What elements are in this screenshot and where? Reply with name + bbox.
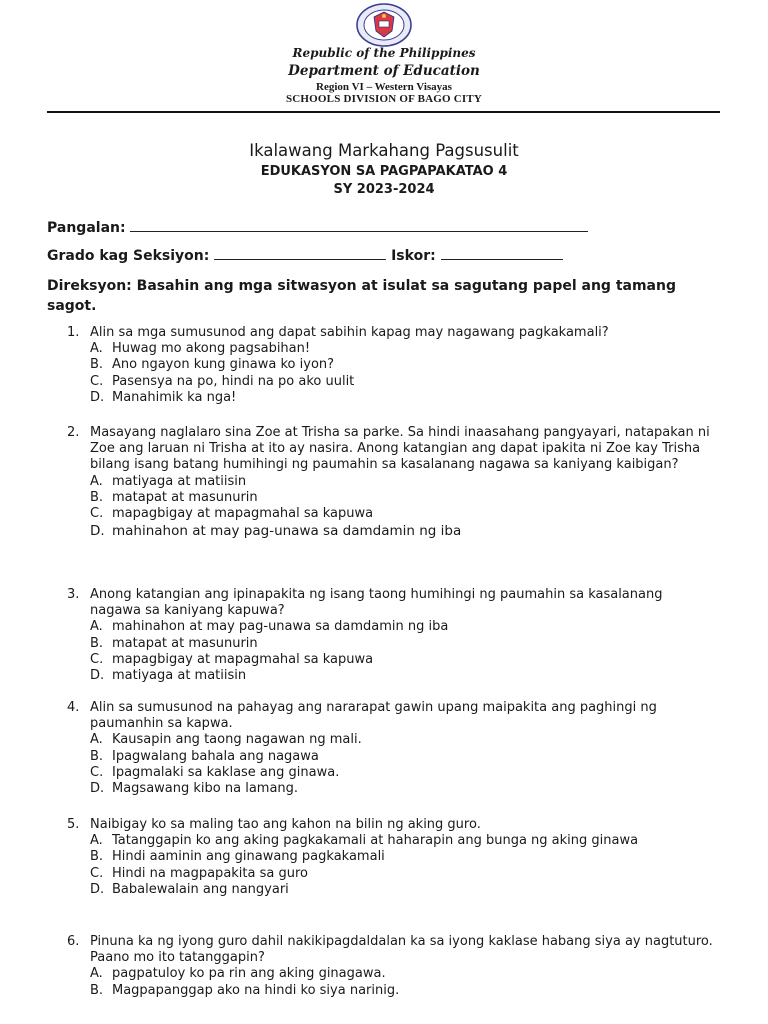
option-letter: B. [90,982,104,998]
option-text: Magsawang kibo na lamang. [112,781,299,797]
question-stem [67,817,717,833]
department-heading: Department of Education [288,63,480,79]
option-letter: C. [90,865,104,881]
option-text: matiyaga at matiisin [112,473,247,489]
option-letter: D. [90,523,105,540]
option-d [67,882,717,898]
option-letter: A. [90,966,103,982]
grade-section-label: Grado kag Seksiyon: [47,248,210,264]
option-c [67,765,717,781]
name-label: Pangalan: [47,220,126,236]
option-d [67,523,717,540]
option-a [67,966,717,982]
option-letter: D. [90,389,105,405]
header-divider [47,111,720,113]
division-heading: SCHOOLS DIVISION OF BAGO CITY [285,93,483,105]
option-letter: C. [90,506,104,522]
name-field [47,219,588,236]
option-a [67,833,672,849]
option-letter: B. [90,849,104,865]
option-text: Pasensya na po, hindi na po ako uulit [112,373,355,389]
option-text: Ano ngayon kung ginawa ko iyon? [112,357,335,373]
option-text: mahinahon at may pag-unawa sa damdamin ng iba [112,523,462,540]
option-text: matiyaga at matiisin [112,668,247,684]
question-text: Pinuna ka ng iyong guro dahil nakikipagdaldalan ka sa iyong kaklase habang siya ay nagtuturo. Paano mo ito tatanggapin? [90,934,713,966]
option-b [67,490,717,506]
republic-heading: Republic of the Philippines [292,46,476,60]
option-c [67,866,717,882]
question-stem [67,425,717,474]
option-letter: A. [90,341,103,357]
option-letter: A. [90,619,103,635]
name-blank[interactable] [130,219,588,232]
question-text: Masayang naglalaro sina Zoe at Trisha sa parke. Sa hindi inaasahang pangyayari, natapakan ni Zoe ang laruan ni Trisha at ito ay nasira. Anong katangian ang dapat ipakita ni Zoe kay Trisha bilang isang batang humihingi ng paumahin sa kasalanang nagawa sa kaniyang kaibigan? [90,425,710,473]
question-5 [67,817,717,898]
grade-section-field [47,247,563,264]
option-d [67,668,717,684]
score-label: Iskor: [391,248,436,264]
question-stem [67,587,717,619]
option-text: mapagbigay at mapagmahal sa kapuwa [112,506,374,522]
grade-section-blank[interactable] [214,247,386,260]
option-text: pagpatuloy ko pa rin ang aking ginagawa. [112,966,386,982]
option-a [67,341,717,357]
question-number: 1. [67,325,80,340]
deped-seal-icon [355,3,413,47]
option-letter: B. [90,748,104,764]
question-text: Naibigay ko sa maling tao ang kahon na bilin ng aking guro. [90,817,481,832]
question-stem [67,700,717,732]
option-text: Kausapin ang taong nagawan ng mali. [112,732,362,748]
question-stem [67,934,717,966]
option-letter: D. [90,668,105,684]
option-b [67,749,717,765]
question-number: 6. [67,934,80,949]
option-a [67,732,717,748]
option-text: Magpapanggap ako na hindi ko siya narinig. [112,982,400,998]
option-c [67,374,717,390]
score-blank[interactable] [441,247,563,260]
option-text: Manahimik ka nga! [112,389,237,405]
option-b [67,636,717,652]
exam-subject: EDUKASYON SA PAGPAPAKATAO 4 [260,164,508,179]
option-b [67,357,717,373]
option-text: mapagbigay at mapagmahal sa kapuwa [112,651,374,667]
option-letter: B. [90,357,104,373]
option-letter: C. [90,373,104,389]
option-b [67,983,717,999]
option-text: Babalewalain ang nangyari [112,881,289,897]
question-number: 3. [67,587,80,602]
option-letter: C. [90,764,104,780]
option-letter: A. [90,473,103,489]
question-6 [67,934,717,999]
question-stem [67,325,717,341]
question-4 [67,700,717,797]
question-text: Anong katangian ang ipinapakita ng isang taong humihingi ng paumahin sa kasalanang nagawa sa kaniyang kapuwa? [90,587,663,619]
option-text: matapat at masunurin [112,489,258,505]
option-text: Tatanggapin ko ang aking pagkakamali at haharapin ang bunga ng aking ginawa [112,833,639,849]
question-text: Alin sa mga sumusunod ang dapat sabihin kapag may nagawang pagkakamali? [90,325,609,340]
option-text: Huwag mo akong pagsabihan! [112,341,311,357]
option-letter: A. [90,833,103,849]
option-text: Hindi aaminin ang ginawang pagkakamali [112,849,385,865]
option-letter: B. [90,489,104,505]
option-letter: A. [90,732,103,748]
question-3 [67,587,717,684]
option-b [67,849,717,865]
question-1 [67,325,717,406]
option-a [67,619,717,635]
exam-title: Ikalawang Markahang Pagsusulit [249,141,519,160]
option-letter: B. [90,635,104,651]
question-number: 2. [67,425,80,440]
option-letter: D. [90,881,105,897]
question-number: 5. [67,817,80,832]
option-text: Ipagwalang bahala ang nagawa [112,748,319,764]
option-text: mahinahon at may pag-unawa sa damdamin ng iba [112,619,449,635]
option-d [67,390,717,406]
region-heading: Region VI – Western Visayas [316,81,452,93]
option-d [67,781,717,797]
question-2 [67,425,717,540]
option-text: matapat at masunurin [112,635,258,651]
option-a [67,474,717,490]
question-number: 4. [67,700,80,715]
option-letter: D. [90,781,105,797]
question-text: Alin sa sumusunod na pahayag ang nararapat gawin upang maipakita ang paghingi ng paumanhin sa kapwa. [90,700,657,732]
option-text: Ipagmalaki sa kaklase ang ginawa. [112,764,340,780]
option-c [67,506,717,522]
option-letter: C. [90,651,104,667]
option-c [67,652,717,668]
option-text: Hindi na magpapakita sa guro [112,865,308,881]
school-year: SY 2023-2024 [333,182,435,197]
directions: Direksyon: Basahin ang mga sitwasyon at isulat sa sagutang papel ang tamang sagot. [47,278,676,314]
